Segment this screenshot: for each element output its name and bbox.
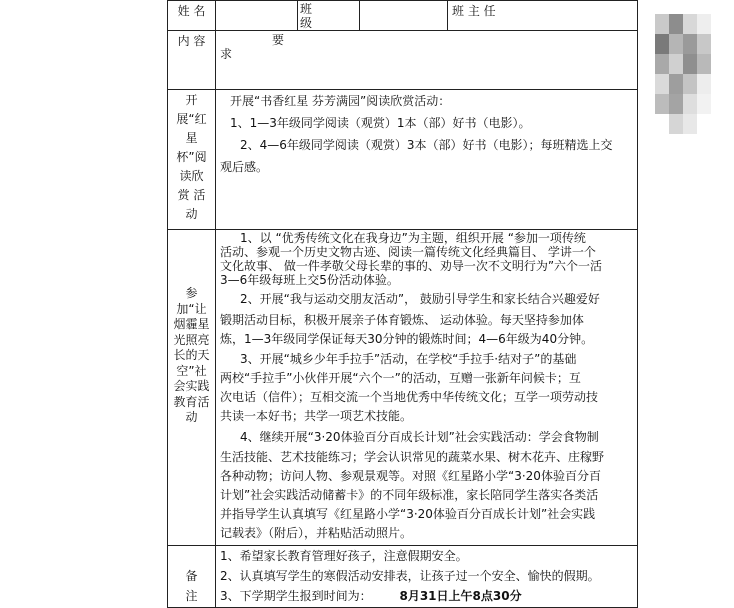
practice-label-line: 空”社 [176,363,207,378]
notes-line-2: 2、认真填写学生的寒假活动安排表，让孩子过一个安全、愉快的假期。 [220,569,600,583]
practice-line: 次电话（信件）；互相交流一个当地优秀中华传统文化；互学一项劳动技 [220,390,599,404]
practice-label-line: 动 [185,410,198,424]
reading-label-line: 展“红 [176,112,207,126]
notes-label-bottom: 注 [185,589,198,603]
practice-content-cell [216,230,638,546]
class-label-cell [298,1,360,31]
name-value-cell[interactable] [216,1,298,31]
notes-label-cell [168,546,216,608]
reading-label-line: 星 [185,131,198,145]
practice-line: 文化故事、 做一件孝敬父母长辈的事的、劝导一次不文明行为”六个一活 [220,259,603,273]
reading-label-line: 杯”阅 [176,150,207,164]
practice-label-line: 长的天 [173,348,210,362]
reading-label-cell [168,90,216,230]
notes-line-3 [220,586,637,606]
class-label-top: 班 [300,2,313,16]
practice-label-line: 参 [185,286,198,300]
content-label: 内 容 [177,34,206,48]
reading-activity-row [168,90,638,230]
practice-line: 活动、参观一个历史文物古迹、阅读一篇传统文化经典篇目、 学讲一个 [220,245,596,259]
reading-item-2-continued: 观后感。 [220,160,269,174]
name-label-cell [168,1,216,31]
notes-row [168,546,638,608]
practice-line: 共读一本好书；共学一项艺术技能。 [220,409,413,423]
teacher-label: 班 主 任 [452,4,496,18]
practice-line: 4、继续开展“3·20体验百分百成长计划”社会实践活动：学会食物制 [240,430,599,444]
requirement-label-bottom: 求 [220,47,233,61]
practice-activity-row [168,230,638,546]
reading-item-1: 1、1—3年级同学阅读（观赏）1本（部）好书（电影）。 [230,116,531,130]
pixelated-image [655,14,713,134]
practice-line: 生活技能、艺术技能练习；学会认识常见的蔬菜水果、树木花卉、庄稼野 [220,450,605,464]
activity-form-table [167,0,638,608]
practice-line: 2、开展“我与运动交朋友活动”， 鼓励引导学生和家长结合兴趣爱好 [240,292,600,306]
reading-label-line: 开 [185,93,198,107]
report-time-label: 3、下学期学生报到时间为： [220,589,372,603]
notes-line-1: 1、希望家长教育管理好孩子，注意假期安全。 [220,549,468,563]
reading-label-line: 动 [185,207,198,221]
practice-line: 3、开展“城乡少年手拉手”活动，在学校“手拉手·结对子”的基础 [240,352,577,366]
practice-line: 记载表》（附后），并粘贴活动照片。 [220,526,413,540]
practice-line: 两校“手拉手”小伙伴开展“六个一”的活动，互赠一张新年问候卡；互 [220,371,581,385]
practice-line: 炼，1—3年级同学保证每天30分钟的锻炼时间；4—6年级为40分钟。 [220,332,594,346]
header-row [168,1,638,31]
class-label-bottom: 级 [300,16,313,30]
reading-item-2: 2、4—6年级同学阅读（观赏）3本（部）好书（电影）；每班精选上交 [240,138,613,152]
requirement-label-top: 要 [272,33,285,47]
reading-label-line: 读欣 [179,169,204,183]
practice-line: 各种动物；访问人物、参观景观等。对照《红星路小学“3·20体验百分百 [220,469,601,483]
reading-content-cell [216,90,638,230]
practice-line: 3—6年级每班上交5份活动体验。 [220,273,399,287]
content-row [168,31,638,90]
practice-label-line: 烟霾星 [173,317,210,331]
practice-label-cell [168,230,216,546]
reading-intro: 开展“书香红星 芬芳满园”阅读欣赏活动： [230,94,451,108]
practice-label-line: 加“让 [176,301,207,316]
report-date: 8月31日上午8点30分 [399,589,522,603]
practice-label-line: 光照亮 [173,332,210,347]
requirement-cell [216,31,638,90]
practice-label-line: 教育活 [173,394,210,409]
teacher-label-cell [448,1,638,31]
notes-label-top: 备 [185,569,198,583]
content-label-cell [168,31,216,90]
practice-line: 1、以 “优秀传统文化在我身边”为主题，组织开展 “参加一项传统 [240,231,586,245]
practice-line: 并指导学生认真填写《红星路小学“3·20体验百分百成长计划”社会实践 [220,507,596,521]
practice-line: 计划”社会实践活动储蓄卡》的不同年级标准，家长陪同学生落实各类活 [220,488,599,502]
practice-line: 锻期活动目标，积极开展亲子体育锻炼、 运动体验。每天坚持参加体 [220,313,584,327]
name-label: 姓 名 [177,4,206,18]
reading-label-line: 赏 活 [177,188,206,202]
practice-label-line: 会实践 [173,379,210,393]
notes-content-cell [216,546,638,608]
class-value-cell[interactable] [360,1,448,31]
